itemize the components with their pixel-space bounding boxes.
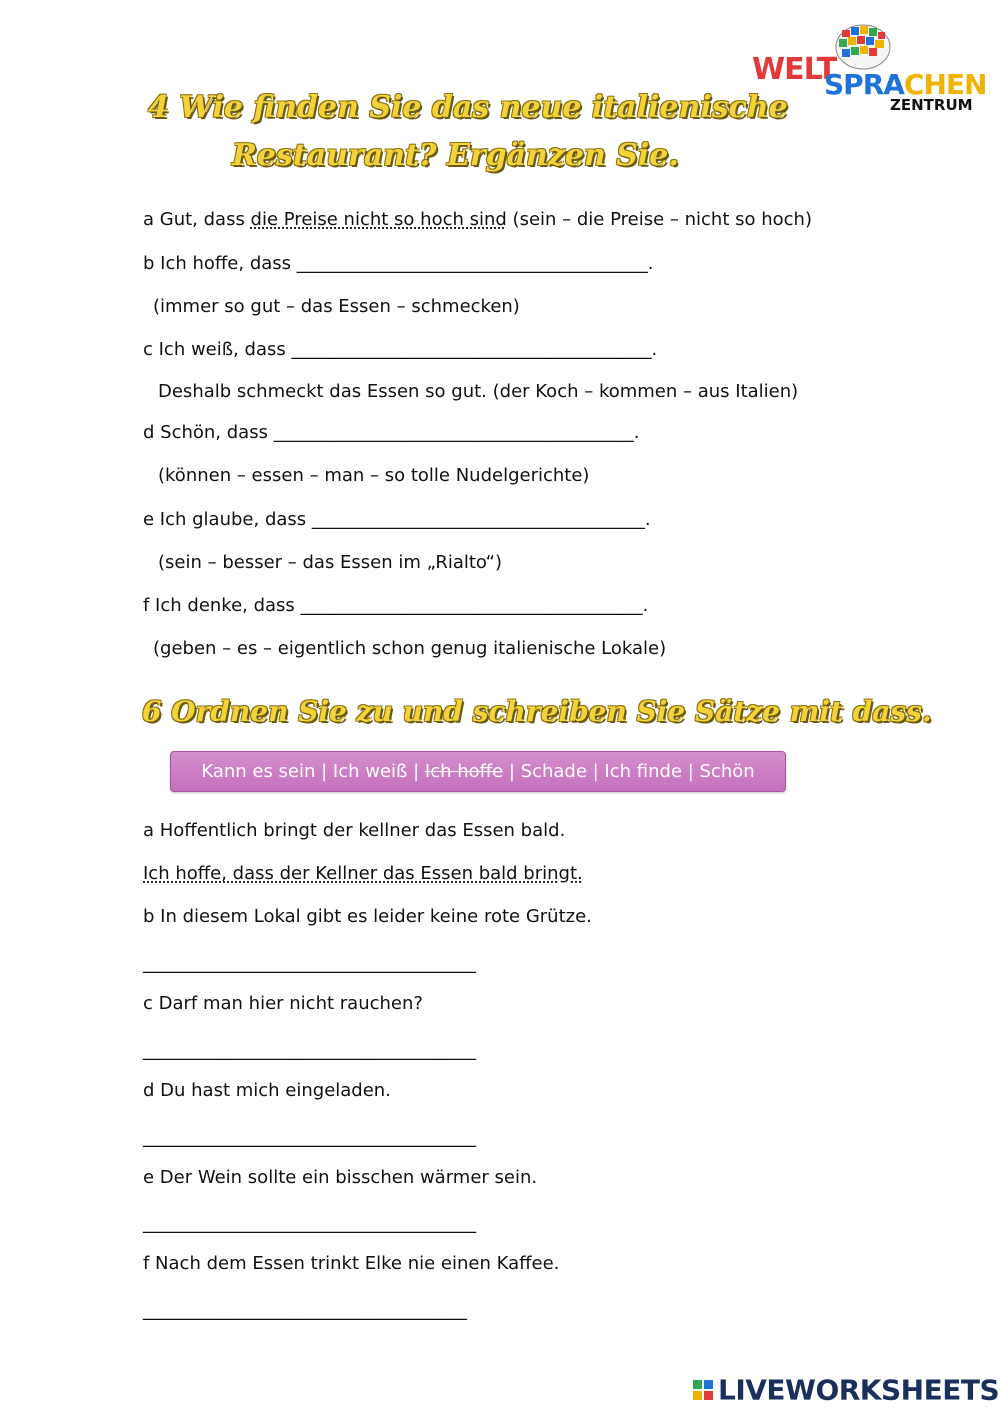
item-d-label: d Schön, dass bbox=[143, 422, 268, 443]
item-c-blank[interactable]: ________________________________________. bbox=[291, 339, 658, 360]
exercise6-item-a-answer: Ich hoffe, dass der Kellner das Essen bald bringt. bbox=[143, 863, 583, 884]
item-a-prefix: a Gut, dass bbox=[143, 209, 251, 230]
word-box-part2: | Schade | Ich finde | Schön bbox=[503, 761, 755, 782]
logo-word-welt: WELT bbox=[752, 52, 837, 87]
logo-word-zentrum: ZENTRUM bbox=[890, 96, 973, 114]
item-a-answer: die Preise nicht so hoch sind bbox=[250, 209, 507, 230]
exercise4-item-c-hint: Deshalb schmeckt das Essen so gut. (der Koch – kommen – aus Italien) bbox=[158, 381, 799, 402]
logo-chen: CHEN bbox=[903, 68, 987, 101]
exercise4-item-a bbox=[143, 208, 812, 232]
globe-icon bbox=[834, 24, 892, 70]
item-c-label: c Ich weiß, dass bbox=[143, 339, 286, 360]
item-e-label: e Ich glaube, dass bbox=[143, 509, 307, 530]
item-b-label: b Ich hoffe, dass bbox=[143, 253, 292, 274]
item-a-hint: (sein – die Preise – nicht so hoch) bbox=[506, 209, 812, 230]
exercise4-item-f-hint: (geben – es – eigentlich schon genug italienische Lokale) bbox=[153, 638, 667, 659]
exercise6-item-c: c Darf man hier nicht rauchen? bbox=[143, 993, 423, 1014]
exercise4-title-line2: Restaurant? Ergänzen Sie. bbox=[232, 138, 679, 173]
exercise4-item-f bbox=[143, 594, 648, 618]
exercise6-item-d: d Du hast mich eingeladen. bbox=[143, 1080, 391, 1101]
exercise6-item-f: f Nach dem Essen trinkt Elke nie einen Kaffee. bbox=[143, 1253, 560, 1274]
exercise4-item-d-hint: (können – essen – man – so tolle Nudelgerichte) bbox=[158, 465, 590, 486]
exercise4-title-line1: 4 Wie finden Sie das neue italienische bbox=[148, 90, 788, 125]
exercise6-item-b-blank[interactable]: _____________________________________ bbox=[143, 953, 476, 974]
exercise6-item-c-blank[interactable]: _____________________________________ bbox=[143, 1040, 476, 1061]
exercise4-item-b bbox=[143, 252, 654, 276]
exercise6-title: 6 Ordnen Sie zu und schreiben Sie Sätze mit dass. bbox=[142, 695, 932, 728]
exercise4-item-b-hint: (immer so gut – das Essen – schmecken) bbox=[153, 296, 520, 317]
logo-spra: SPRA bbox=[824, 68, 904, 101]
exercise6-item-e: e Der Wein sollte ein bisschen wärmer sein. bbox=[143, 1167, 538, 1188]
item-f-blank[interactable]: ______________________________________. bbox=[300, 595, 649, 616]
exercise4-item-c bbox=[143, 338, 657, 362]
word-box-struck: Ich hoffe bbox=[424, 761, 504, 782]
exercise6-item-a: a Hoffentlich bringt der kellner das Essen bald. bbox=[143, 820, 566, 841]
item-f-label: f Ich denke, dass bbox=[143, 595, 295, 616]
word-box bbox=[170, 751, 786, 792]
exercise6-item-b: b In diesem Lokal gibt es leider keine rote Grütze. bbox=[143, 906, 592, 927]
exercise4-item-e bbox=[143, 508, 651, 532]
exercise4-item-e-hint: (sein – besser – das Essen im „Rialto“) bbox=[158, 552, 502, 573]
liveworksheets-brand: LIVEWORKSHEETS bbox=[718, 1373, 1000, 1407]
exercise4-item-d bbox=[143, 421, 639, 445]
word-box-part1: Kann es sein | Ich weiß | bbox=[201, 761, 425, 782]
liveworksheets-icon bbox=[692, 1379, 716, 1401]
item-b-blank[interactable]: _______________________________________. bbox=[296, 253, 654, 274]
exercise6-item-d-blank[interactable]: _____________________________________ bbox=[143, 1127, 476, 1148]
liveworksheets-logo bbox=[692, 1372, 999, 1408]
exercise6-item-e-blank[interactable]: _____________________________________ bbox=[143, 1213, 476, 1234]
item-e-blank[interactable]: _____________________________________. bbox=[311, 509, 651, 530]
exercise6-item-f-blank[interactable]: ____________________________________ bbox=[143, 1300, 467, 1321]
item-d-blank[interactable]: ________________________________________. bbox=[273, 422, 640, 443]
